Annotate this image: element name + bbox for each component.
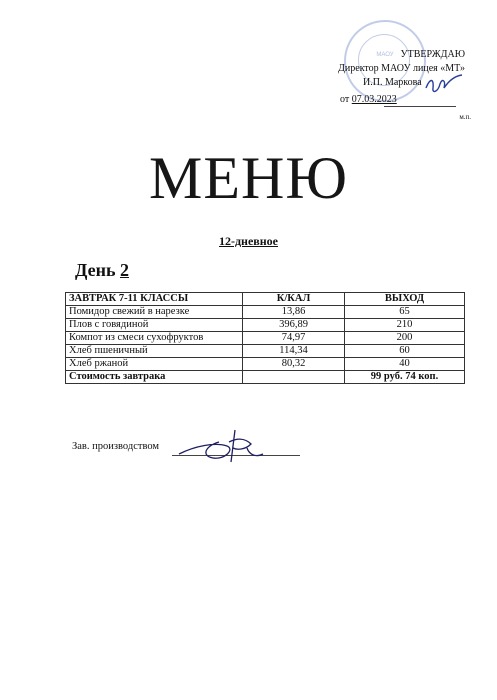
total-label: Стоимость завтрака — [66, 371, 243, 384]
total-empty-cell — [243, 371, 345, 384]
dish-name: Помидор свежий в нарезке — [66, 306, 243, 319]
dish-yield: 60 — [345, 345, 465, 358]
dish-kcal: 13,86 — [243, 306, 345, 319]
table-row — [66, 332, 465, 345]
header-kcal: К/КАЛ — [243, 293, 345, 306]
chief-signature — [175, 424, 267, 466]
day-label: День — [75, 260, 116, 280]
dish-yield: 200 — [345, 332, 465, 345]
table-header-row — [66, 293, 465, 306]
dish-kcal: 74,97 — [243, 332, 345, 345]
approval-mp: м.п. — [459, 113, 471, 121]
total-value: 99 руб. 74 коп. — [345, 371, 465, 384]
page-title: МЕНЮ — [149, 145, 348, 211]
dish-name: Плов с говядиной — [66, 319, 243, 332]
approval-date-prefix: от — [340, 94, 350, 105]
table-row — [66, 306, 465, 319]
dish-name: Хлеб ржаной — [66, 358, 243, 371]
table-row — [66, 358, 465, 371]
dish-kcal: 114,34 — [243, 345, 345, 358]
approval-name: И.П. Маркова — [363, 77, 422, 88]
dish-name: Компот из смеси сухофруктов — [66, 332, 243, 345]
dish-yield: 40 — [345, 358, 465, 371]
header-yield: ВЫХОД — [345, 293, 465, 306]
signature-label: Зав. производством — [72, 441, 160, 452]
dish-name: Хлеб пшеничный — [66, 345, 243, 358]
menu-table — [65, 292, 465, 384]
approval-date-value: 07.03.2023 — [351, 94, 397, 105]
stamp-label: МАОУ — [376, 52, 394, 58]
dish-kcal: 396,89 — [243, 319, 345, 332]
table-row — [66, 345, 465, 358]
table-row — [66, 319, 465, 332]
menu-subtitle: 12-дневное — [218, 234, 279, 248]
header-meal: ЗАВТРАК 7-11 КЛАССЫ — [66, 293, 243, 306]
approval-director: Директор МАОУ лицея «МТ» — [338, 63, 465, 74]
total-row — [66, 371, 465, 384]
approval-date — [340, 94, 397, 106]
day-heading — [75, 260, 129, 280]
day-number: 2 — [119, 260, 129, 280]
round-stamp — [344, 20, 426, 102]
dish-kcal: 80,32 — [243, 358, 345, 371]
approval-underline — [384, 106, 456, 107]
approval-title: УТВЕРЖДАЮ — [400, 49, 465, 60]
dish-yield: 210 — [345, 319, 465, 332]
director-signature — [424, 72, 464, 96]
dish-yield: 65 — [345, 306, 465, 319]
